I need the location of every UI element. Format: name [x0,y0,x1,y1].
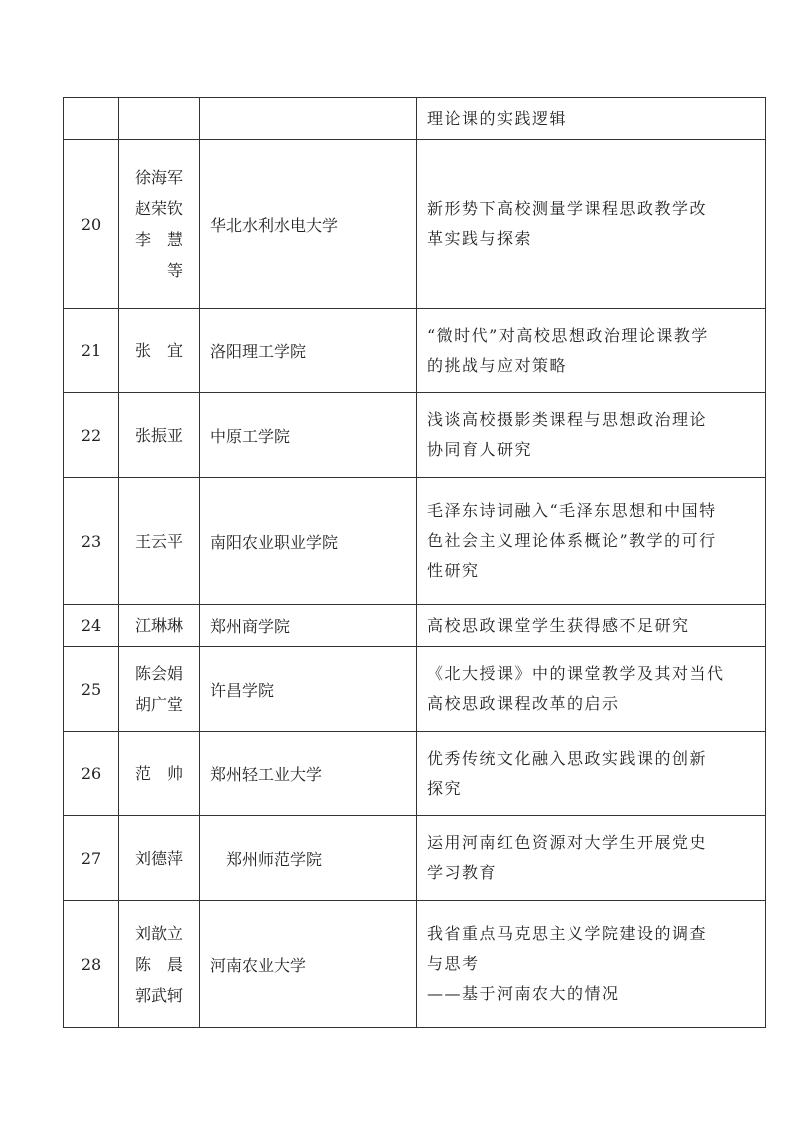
paper-title [417,647,766,732]
title-line: “微时代”对高校思想政治理论课教学 [427,325,709,345]
author-names [119,647,200,732]
institution: 洛阳理工学院 [200,309,417,393]
title-line: 的挑战与应对策略 [427,355,568,375]
author-name: 赵荣钦 [134,199,183,218]
author-name: 陈 晨 [134,954,183,974]
title-line: 《北大授课》中的课堂教学及其对当代 [427,664,725,683]
author-name: 李 慧 [134,230,183,249]
table-row [64,98,766,140]
paper-title [417,309,766,393]
author-name: 徐海军 [134,168,183,187]
author-names [119,901,200,1028]
table-row [64,816,766,901]
author-names [119,732,200,816]
author-names [119,140,200,309]
table-row [64,647,766,732]
paper-title [417,901,766,1028]
author-name: 张 宜 [134,341,183,360]
title-line: 优秀传统文化融入思政实践课的创新 [427,748,708,768]
author-name: 刘歆立 [134,923,183,943]
row-number: 27 [64,816,119,901]
institution: 郑州轻工业大学 [200,732,417,816]
author-names [119,98,200,140]
paper-title [417,98,766,140]
author-names [119,309,200,393]
title-line: 高校思政课堂学生获得感不足研究 [427,615,690,635]
author-name: 王云平 [134,531,183,551]
title-line: 协同育人研究 [427,440,533,459]
institution: 南阳农业职业学院 [200,478,417,605]
awards-table [63,97,766,1028]
title-line: 理论课的实践逻辑 [427,108,568,128]
institution [200,98,417,140]
table-row [64,478,766,605]
table-row [64,605,766,647]
title-line: 与思考 [427,954,480,973]
row-number: 24 [64,605,119,647]
author-names [119,393,200,478]
institution: 许昌学院 [200,647,417,732]
table-row [64,901,766,1028]
title-line: 学习教育 [427,863,498,882]
institution: 郑州师范学院 [200,816,417,901]
title-line: 革实践与探索 [427,229,533,248]
paper-title [417,732,766,816]
row-number: 25 [64,647,119,732]
institution: 中原工学院 [200,393,417,478]
row-number [64,98,119,140]
title-line: 浅谈高校摄影类课程与思想政治理论 [427,410,708,429]
table-row [64,309,766,393]
title-line: 我省重点马克思主义学院建设的调查 [427,924,708,943]
row-number: 26 [64,732,119,816]
table-row [64,732,766,816]
author-name: 张振亚 [134,425,183,445]
row-number: 21 [64,309,119,393]
author-name: 等 [134,261,183,280]
institution: 河南农业大学 [200,901,417,1028]
paper-title [417,478,766,605]
table-row [64,140,766,309]
title-line: 探究 [427,778,463,798]
institution: 华北水利水电大学 [200,140,417,309]
title-line: 色社会主义理论体系概论”教学的可行 [427,531,717,550]
paper-title [417,605,766,647]
author-names [119,478,200,605]
title-line: 性研究 [427,561,480,580]
title-line: ——基于河南农大的情况 [427,984,620,1003]
row-number: 22 [64,393,119,478]
author-name: 刘德萍 [134,848,183,868]
paper-title [417,393,766,478]
author-name: 江琳琳 [134,616,183,635]
row-number: 23 [64,478,119,605]
institution: 郑州商学院 [200,605,417,647]
author-names [119,605,200,647]
author-name: 胡广堂 [134,695,183,714]
author-name: 郭武轲 [134,985,183,1005]
author-name: 陈会娟 [134,664,183,683]
author-name: 范 帅 [134,764,183,783]
paper-title [417,816,766,901]
title-line: 运用河南红色资源对大学生开展党史 [427,833,708,852]
author-names [119,816,200,901]
row-number: 20 [64,140,119,309]
title-line: 毛泽东诗词融入“毛泽东思想和中国特 [427,501,717,520]
title-line: 新形势下高校测量学课程思政教学改 [427,199,708,218]
title-line: 高校思政课程改革的启示 [427,694,620,713]
table-row [64,393,766,478]
paper-title [417,140,766,309]
row-number: 28 [64,901,119,1028]
